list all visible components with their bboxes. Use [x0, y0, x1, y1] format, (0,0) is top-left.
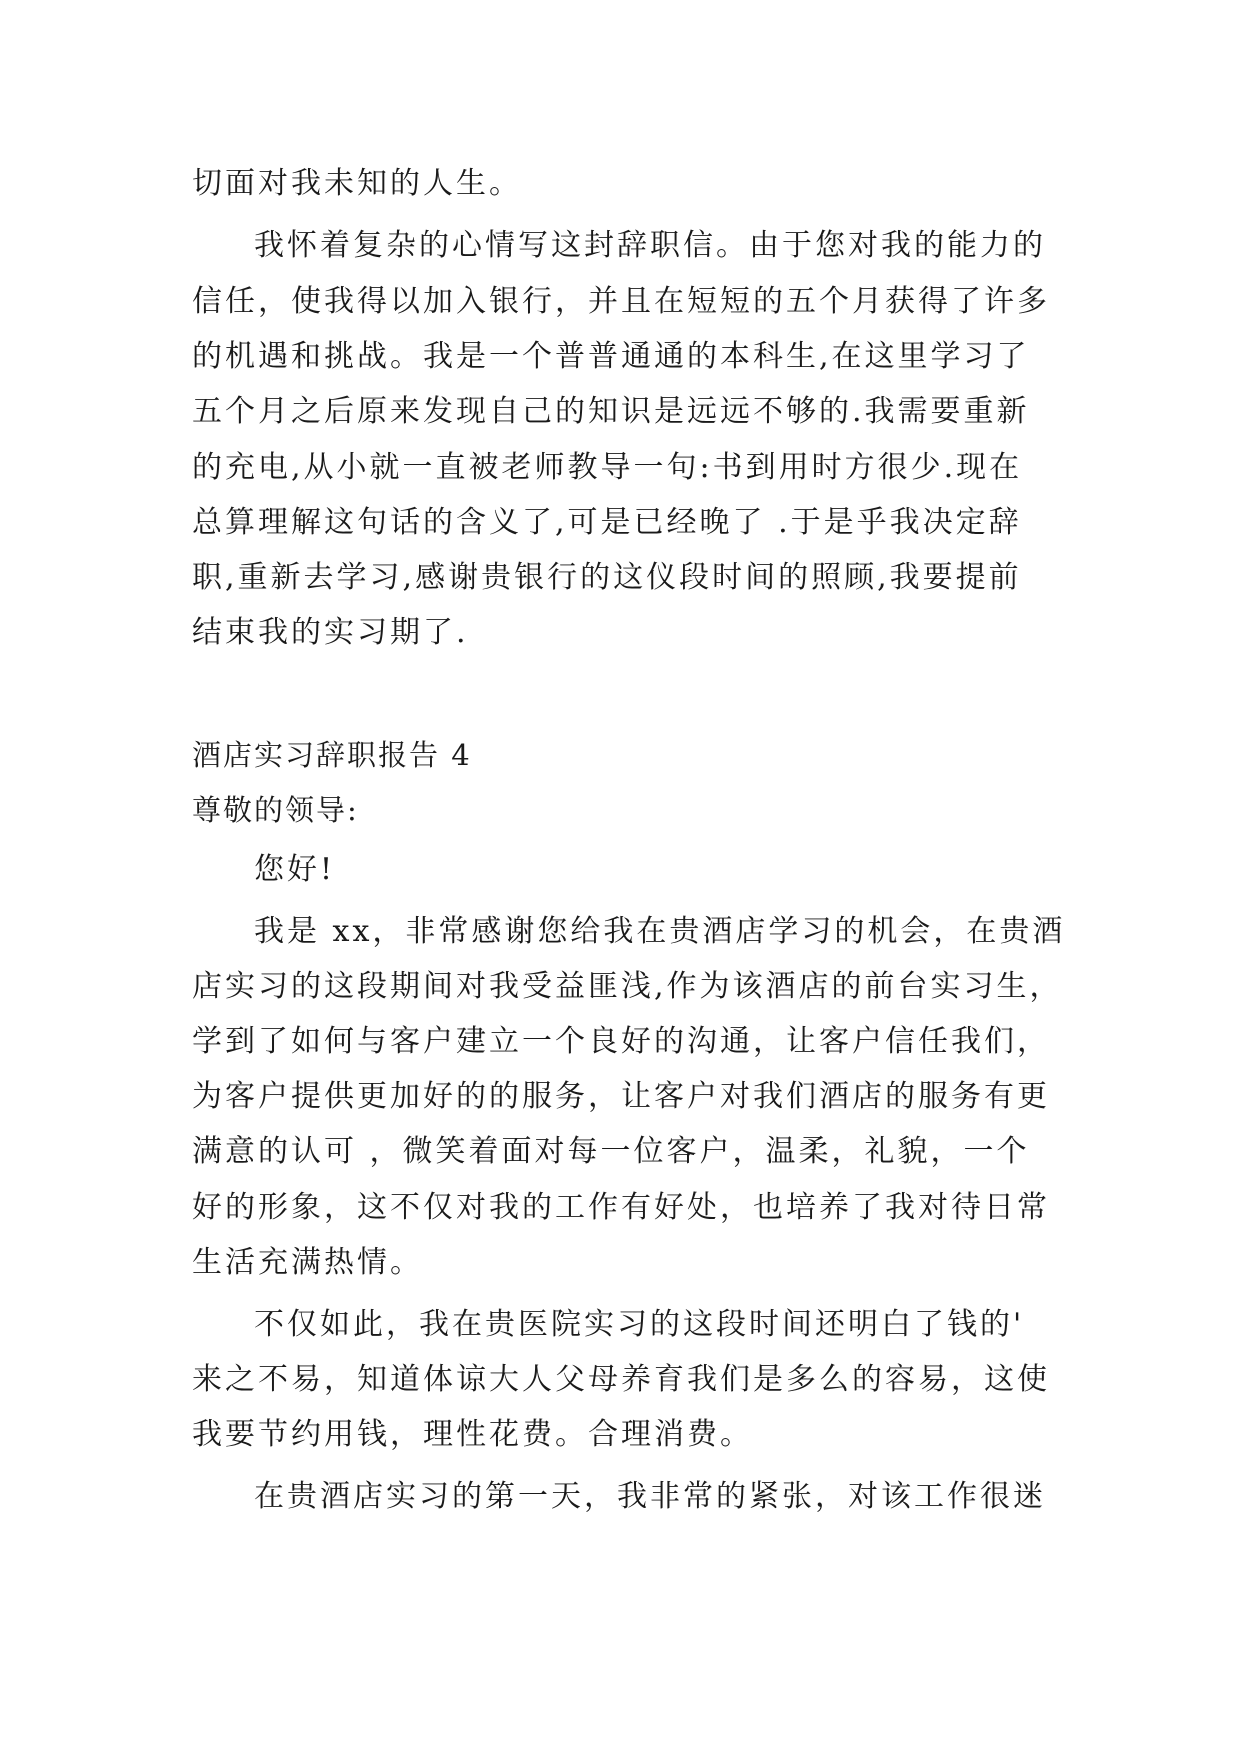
section-title: 酒店实习辞职报告 4 [192, 738, 472, 772]
body-text-line: 满意的认可 ，微笑着面对每一位客户，温柔，礼貌，一个 [192, 1134, 1030, 1169]
body-text-line: 不仅如此，我在贵医院实习的这段时间还明白了钱的' [254, 1307, 1025, 1342]
body-text-line: 职,重新去学习,感谢贵银行的这仪段时间的照顾,我要提前 [192, 560, 1022, 595]
body-text-line: 的充电,从小就一直被老师教导一句:书到用时方很少.现在 [192, 450, 1023, 485]
body-text-line: 为客户提供更加好的的服务，让客户对我们酒店的服务有更 [192, 1079, 1050, 1114]
body-text-line: 我要节约用钱，理性花费。合理消费。 [192, 1417, 753, 1452]
body-text-line: 信任，使我得以加入银行，并且在短短的五个月获得了许多 [192, 284, 1050, 319]
body-text-line: 我怀着复杂的心情写这封辞职信。由于您对我的能力的 [254, 228, 1046, 263]
body-text-line: 来之不易，知道体谅大人父母养育我们是多么的容易，这使 [192, 1362, 1050, 1397]
greeting: 您好! [254, 852, 336, 887]
body-text-line: 我是 xx，非常感谢您给我在贵酒店学习的机会，在贵酒 [254, 914, 1066, 949]
salutation: 尊敬的领导: [192, 793, 359, 827]
body-text-line: 的机遇和挑战。我是一个普普通通的本科生,在这里学习了 [192, 339, 1030, 374]
body-text-line: 结束我的实习期了. [192, 615, 469, 650]
body-text-line: 好的形象，这不仅对我的工作有好处，也培养了我对待日常 [192, 1190, 1050, 1225]
body-text-line: 在贵酒店实习的第一天，我非常的紧张，对该工作很迷 [254, 1479, 1046, 1514]
body-text-line: 总算理解这句话的含义了,可是已经晚了 .于是乎我决定辞 [192, 505, 1022, 540]
body-text-line: 五个月之后原来发现自己的知识是远远不够的.我需要重新 [192, 394, 1030, 429]
body-text-line: 店实习的这段期间对我受益匪浅,作为该酒店的前台实习生， [192, 969, 1063, 1004]
body-text-line: 生活充满热情。 [192, 1245, 423, 1280]
body-text-line: 学到了如何与客户建立一个良好的沟通，让客户信任我们， [192, 1024, 1050, 1059]
body-text-line: 切面对我未知的人生。 [192, 166, 522, 201]
